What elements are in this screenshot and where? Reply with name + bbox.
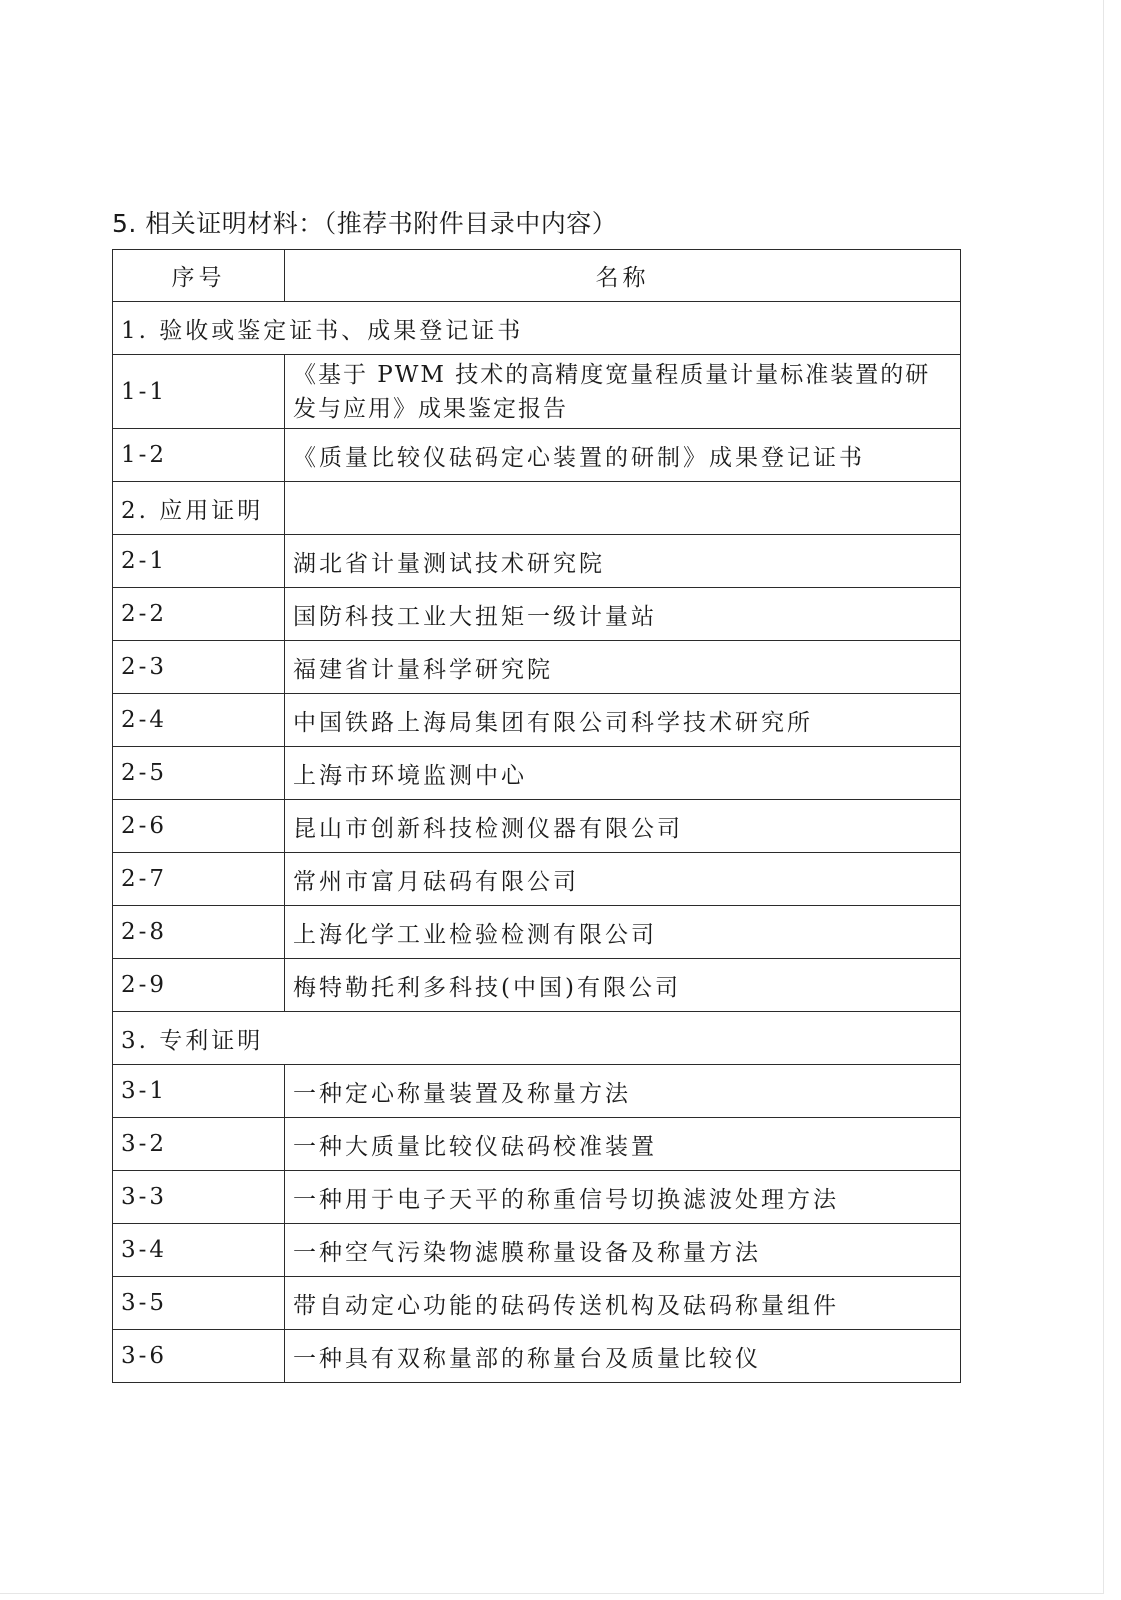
item-name: 中国铁路上海局集团有限公司科学技术研究所 [285, 694, 961, 747]
attachments-table [112, 249, 961, 1383]
item-number: 3-5 [113, 1277, 285, 1330]
item-number: 2-5 [113, 747, 285, 800]
item-number: 3-6 [113, 1330, 285, 1383]
item-name: 国防科技工业大扭矩一级计量站 [285, 588, 961, 641]
table-row [113, 906, 961, 959]
table-row-section [113, 482, 961, 535]
table-row [113, 535, 961, 588]
table-row [113, 588, 961, 641]
table-row-section [113, 1012, 961, 1065]
item-name: 带自动定心功能的砝码传送机构及砝码称量组件 [285, 1277, 961, 1330]
item-number: 3-2 [113, 1118, 285, 1171]
item-name: 上海化学工业检验检测有限公司 [285, 906, 961, 959]
item-name: 《质量比较仪砝码定心装置的研制》成果登记证书 [285, 429, 961, 482]
table-row [113, 1330, 961, 1383]
item-number: 3-4 [113, 1224, 285, 1277]
table-row [113, 1065, 961, 1118]
table-row [113, 355, 961, 429]
table-row [113, 800, 961, 853]
table-row [113, 429, 961, 482]
item-name: 一种大质量比较仪砝码校准装置 [285, 1118, 961, 1171]
item-name: 一种空气污染物滤膜称量设备及称量方法 [285, 1224, 961, 1277]
table-header-row [113, 250, 961, 302]
table-row [113, 694, 961, 747]
item-number: 2-9 [113, 959, 285, 1012]
section-heading: 5. 相关证明材料：（推荐书附件目录中内容） [112, 209, 618, 238]
item-name: 昆山市创新科技检测仪器有限公司 [285, 800, 961, 853]
table-row [113, 1277, 961, 1330]
section-title: 3. 专利证明 [113, 1012, 961, 1065]
item-number: 2-2 [113, 588, 285, 641]
section-title: 1. 验收或鉴定证书、成果登记证书 [113, 302, 961, 355]
item-name: 上海市环境监测中心 [285, 747, 961, 800]
item-name [285, 482, 961, 535]
item-name: 福建省计量科学研究院 [285, 641, 961, 694]
item-name: 一种定心称量装置及称量方法 [285, 1065, 961, 1118]
table-row-section [113, 302, 961, 355]
table-row [113, 1171, 961, 1224]
item-number: 1-2 [113, 429, 285, 482]
item-number: 2-1 [113, 535, 285, 588]
item-number: 2-3 [113, 641, 285, 694]
table-row [113, 641, 961, 694]
item-number: 2-8 [113, 906, 285, 959]
item-number: 3-3 [113, 1171, 285, 1224]
table-row [113, 853, 961, 906]
item-number: 1-1 [113, 355, 285, 429]
item-number: 3-1 [113, 1065, 285, 1118]
item-name: 湖北省计量测试技术研究院 [285, 535, 961, 588]
item-name: 一种用于电子天平的称重信号切换滤波处理方法 [285, 1171, 961, 1224]
section-title: 2. 应用证明 [113, 482, 285, 535]
header-name: 名称 [285, 250, 961, 302]
table-row [113, 747, 961, 800]
item-name: 梅特勒托利多科技(中国)有限公司 [285, 959, 961, 1012]
table-row [113, 1224, 961, 1277]
item-number: 2-6 [113, 800, 285, 853]
item-number: 2-7 [113, 853, 285, 906]
item-number: 2-4 [113, 694, 285, 747]
header-serial: 序号 [113, 250, 285, 302]
item-name: 一种具有双称量部的称量台及质量比较仪 [285, 1330, 961, 1383]
table-row [113, 959, 961, 1012]
item-name: 《基于 PWM 技术的高精度宽量程质量计量标准装置的研发与应用》成果鉴定报告 [285, 355, 961, 429]
item-name: 常州市富月砝码有限公司 [285, 853, 961, 906]
table-row [113, 1118, 961, 1171]
